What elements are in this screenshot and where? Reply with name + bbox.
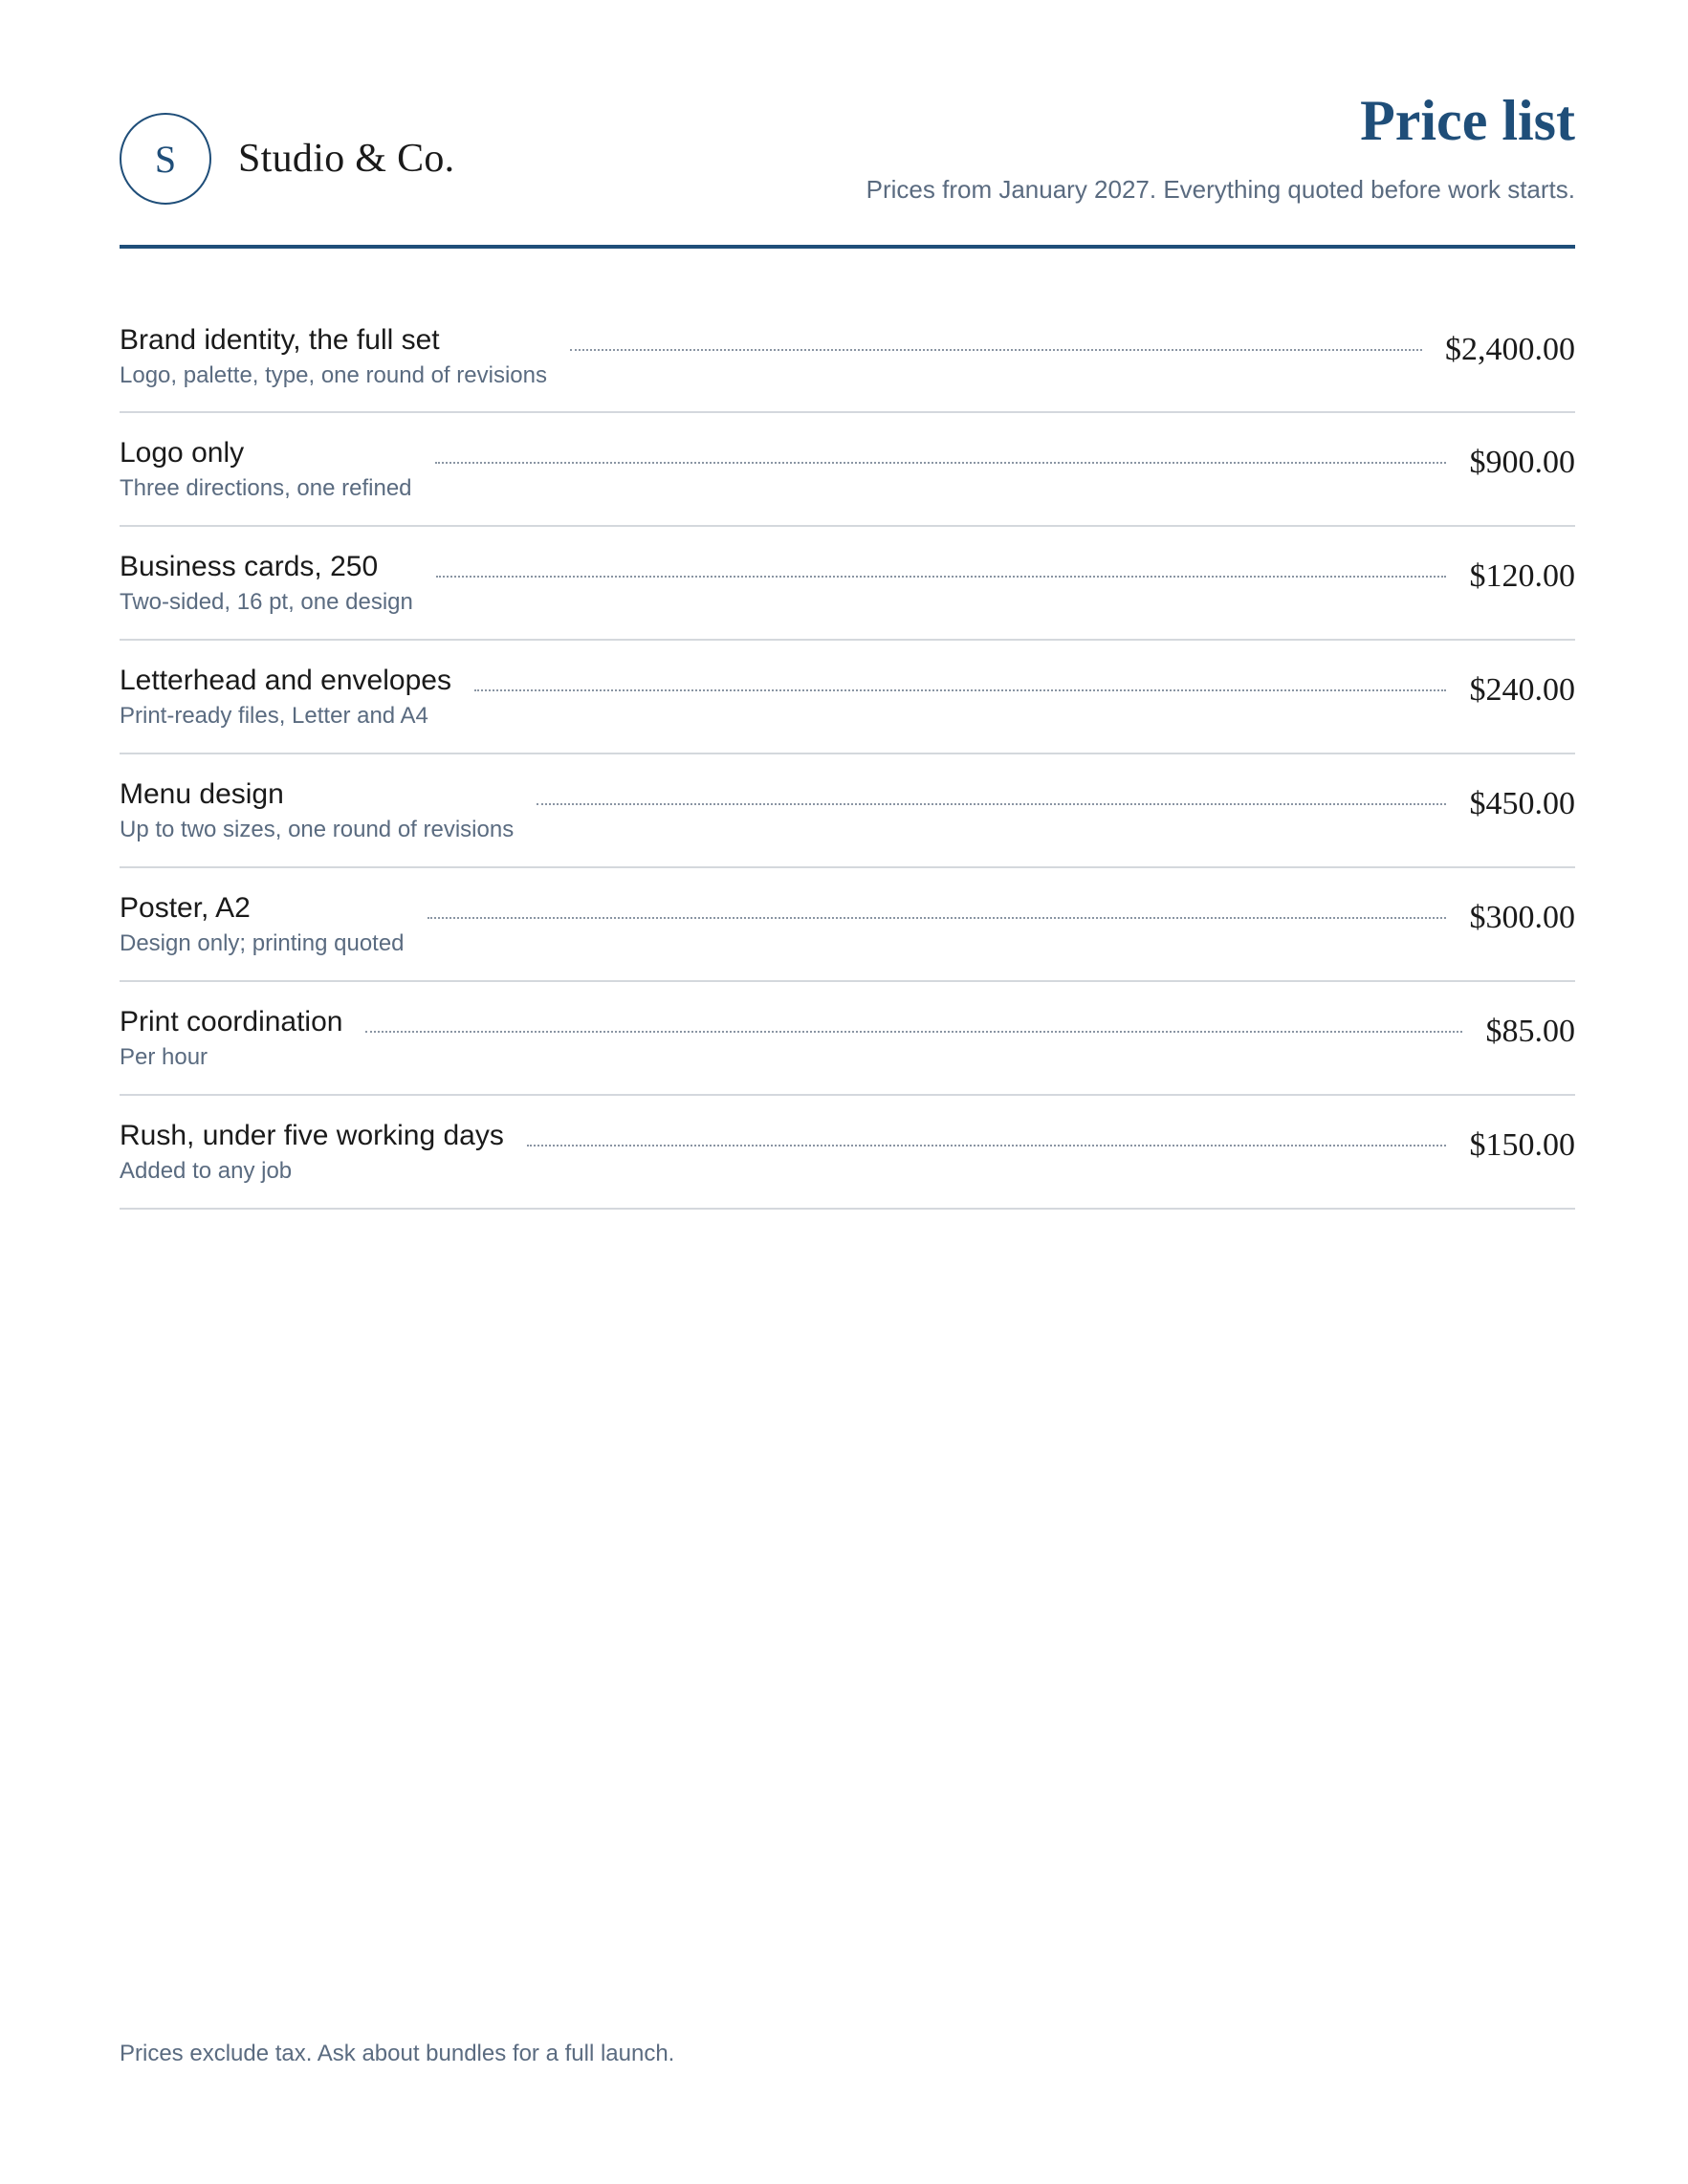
item-price: $300.00: [1469, 900, 1575, 935]
item-name: Print coordination: [120, 1006, 343, 1037]
item-description: Design only; printing quoted: [120, 930, 405, 956]
list-item: [120, 868, 1575, 982]
item-name: Business cards, 250: [120, 551, 379, 582]
brand-name: Studio & Co.: [238, 137, 455, 181]
item-name: Brand identity, the full set: [120, 324, 440, 356]
list-item: [120, 1096, 1575, 1210]
item-name: Letterhead and envelopes: [120, 665, 451, 696]
item-name: Menu design: [120, 778, 284, 810]
page-title: Price list: [1360, 89, 1575, 152]
price-list-page: [120, 0, 1575, 2184]
dotted-leader: [537, 803, 1446, 805]
item-description: Up to two sizes, one round of revisions: [120, 817, 515, 842]
item-price: $120.00: [1469, 558, 1575, 594]
item-price: $150.00: [1469, 1127, 1575, 1163]
item-text: [120, 1119, 504, 1186]
item-name: Rush, under five working days: [120, 1120, 504, 1151]
item-text: [120, 664, 451, 731]
page-subtitle: Prices from January 2027. Everything quoted before work starts.: [866, 175, 1575, 204]
list-item: [120, 982, 1575, 1096]
dotted-leader: [365, 1031, 1462, 1033]
dotted-leader: [474, 689, 1446, 691]
item-description: Three directions, one refined: [120, 475, 412, 501]
item-description: Per hour: [120, 1044, 208, 1070]
item-price: $2,400.00: [1445, 332, 1575, 367]
brand: [120, 113, 454, 205]
item-text: [120, 436, 412, 503]
list-item: [120, 754, 1575, 868]
price-items-list: [120, 300, 1575, 1210]
item-text: [120, 777, 514, 844]
dotted-leader: [527, 1145, 1446, 1147]
monogram-logo: S: [120, 113, 211, 205]
item-description: Two-sided, 16 pt, one design: [120, 589, 413, 615]
dotted-leader: [436, 576, 1446, 578]
list-item: [120, 413, 1575, 527]
dotted-leader: [570, 349, 1422, 351]
item-description: Added to any job: [120, 1158, 293, 1184]
item-price: $85.00: [1485, 1014, 1575, 1049]
item-text: [120, 323, 547, 390]
dotted-leader: [435, 462, 1446, 464]
item-price: $240.00: [1469, 672, 1575, 708]
list-item: [120, 641, 1575, 754]
header: [120, 0, 1575, 249]
item-text: [120, 891, 405, 958]
item-name: Logo only: [120, 437, 245, 469]
dotted-leader: [427, 917, 1446, 919]
item-name: Poster, A2: [120, 892, 251, 924]
item-description: Logo, palette, type, one round of revisions: [120, 362, 547, 388]
item-text: [120, 550, 413, 617]
item-price: $450.00: [1469, 786, 1575, 821]
item-price: $900.00: [1469, 445, 1575, 480]
item-text: [120, 1005, 342, 1072]
footer-note: Prices exclude tax. Ask about bundles for a full launch.: [120, 2041, 675, 2066]
item-description: Print-ready files, Letter and A4: [120, 703, 428, 729]
list-item: [120, 527, 1575, 641]
list-item: [120, 300, 1575, 413]
